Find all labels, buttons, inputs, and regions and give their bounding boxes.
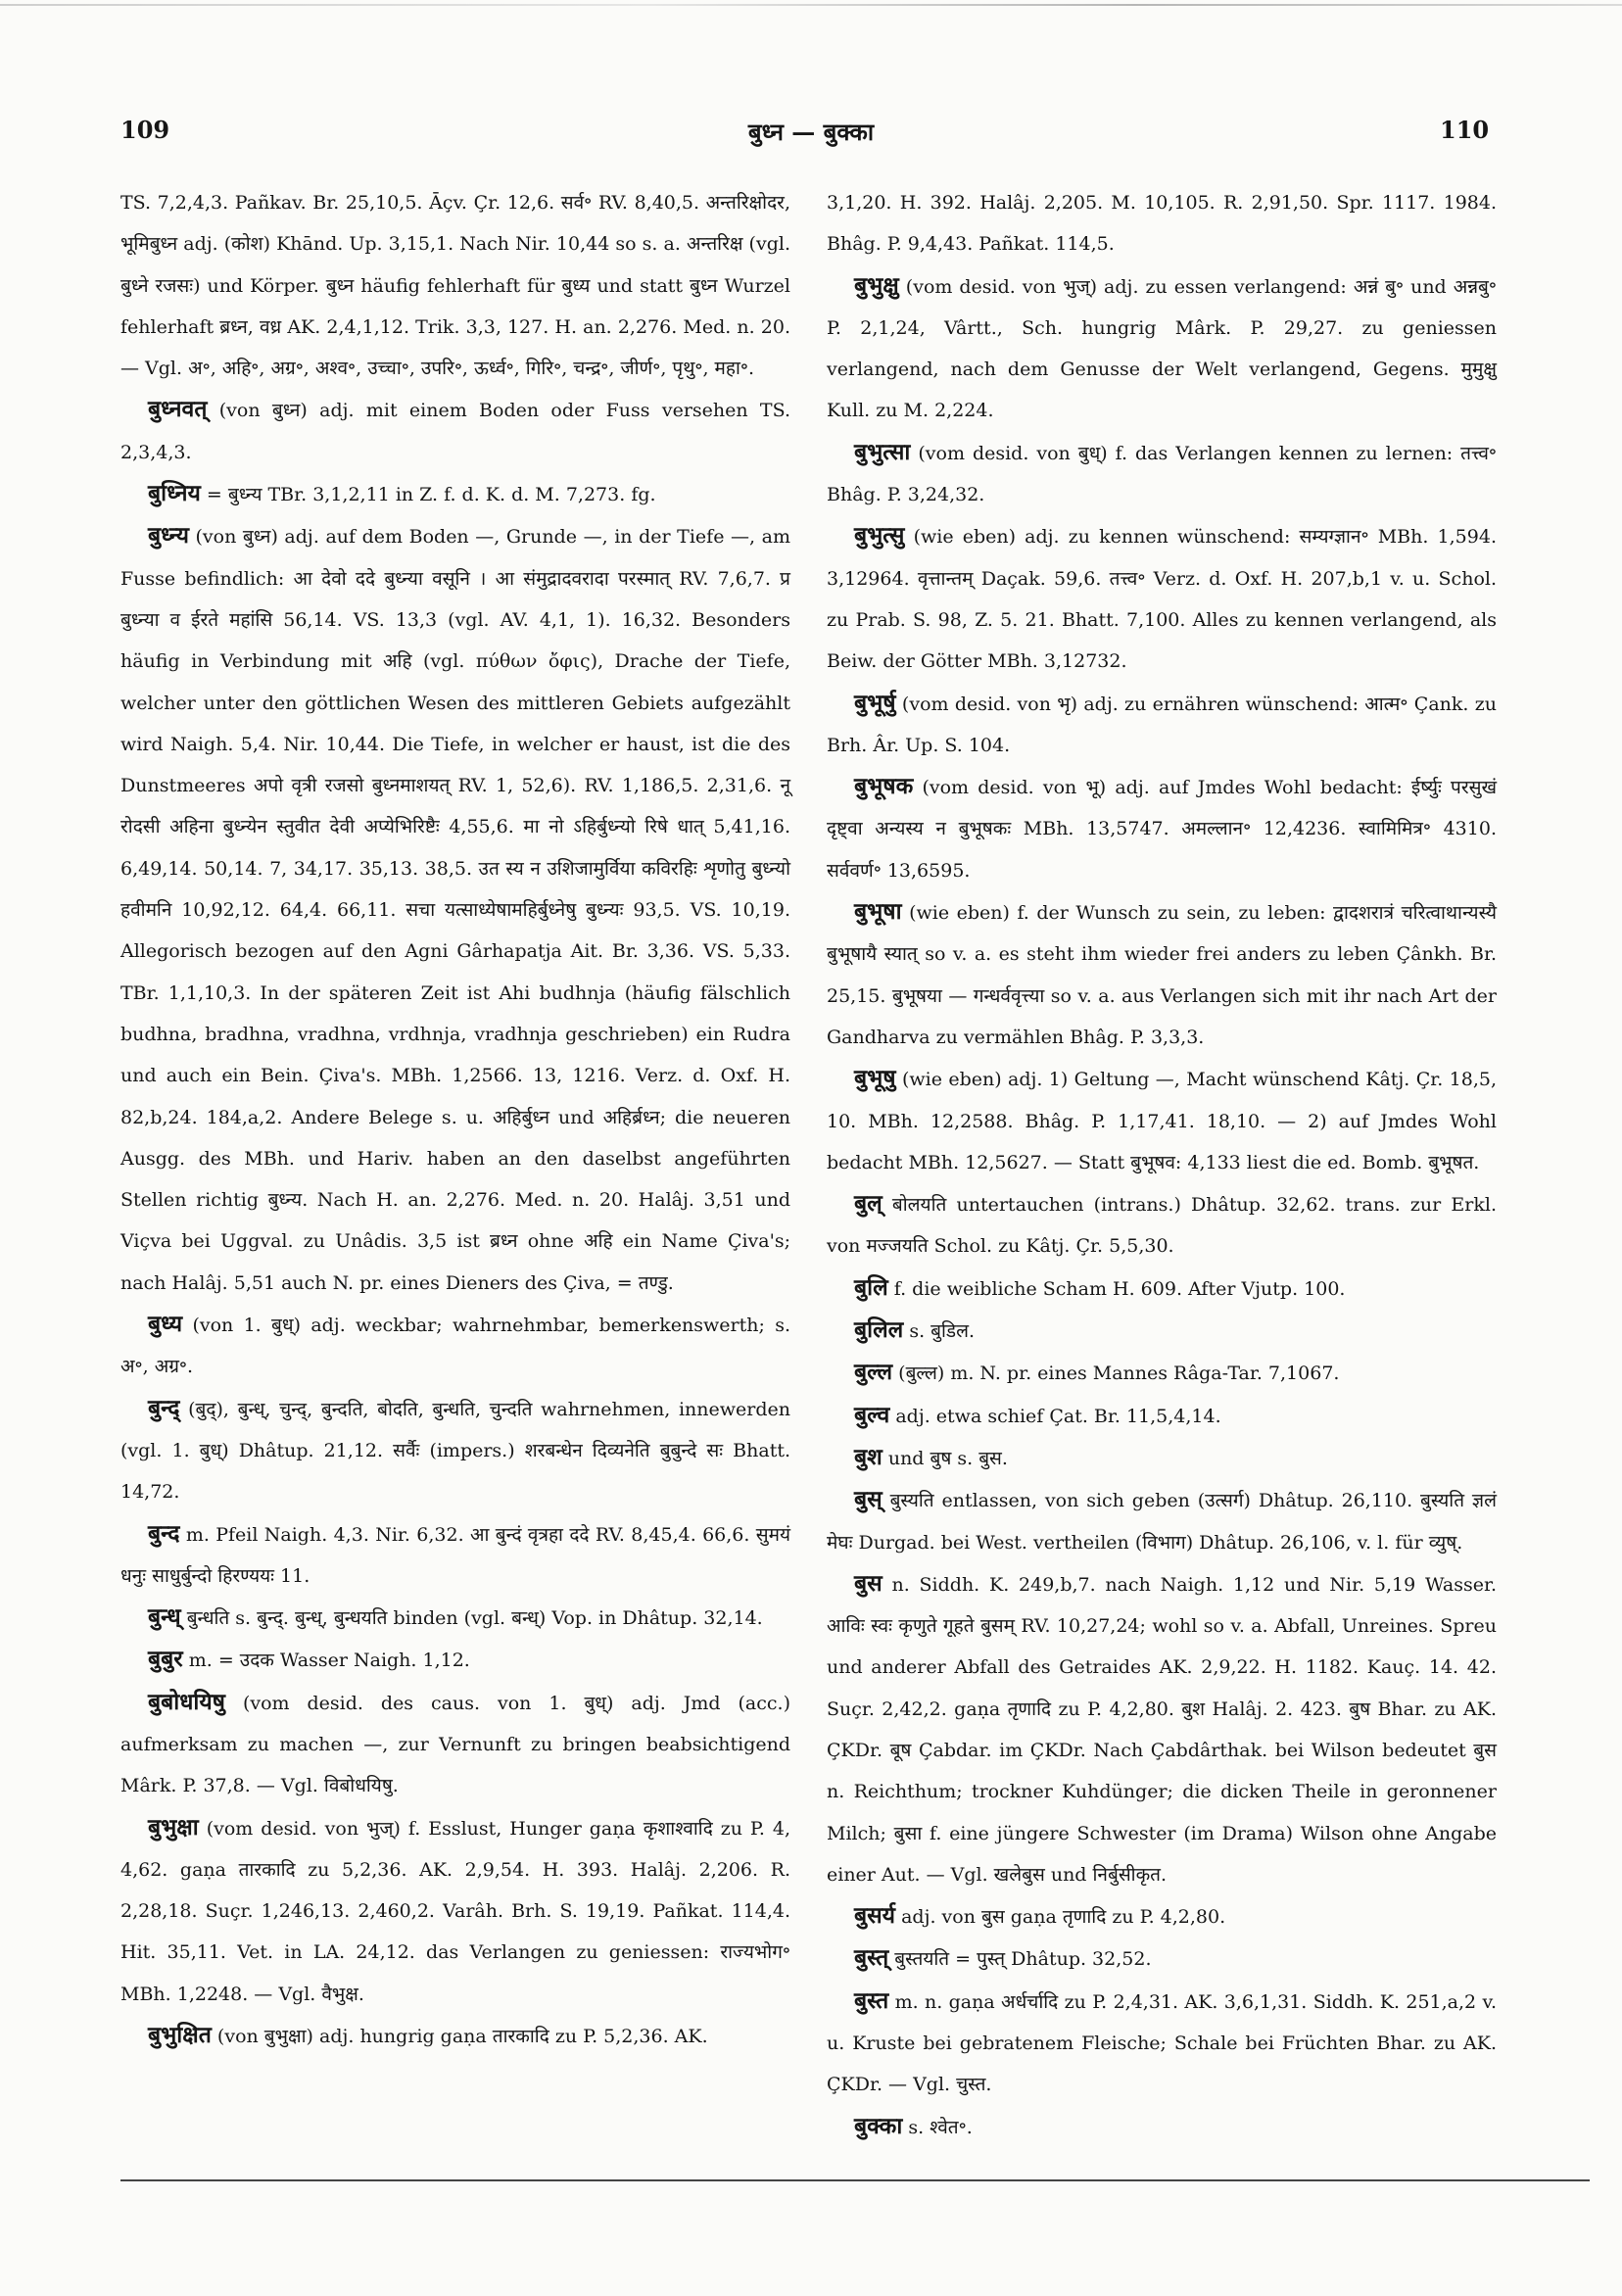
dictionary-entry bbox=[827, 1895, 1497, 1937]
entry-text: (vom desid. von भृ) adj. zu ernähren wünschend: आत्म॰ Çank. zu Brh. Âr. Up. S. 104. bbox=[827, 693, 1498, 756]
entry-text: (wie eben) adj. 1) Geltung —, Macht wünschend Kâtj. Çr. 18,5, 10. MBh. 12,2588. Bhâg. P. 1,17,41. 18,10. — 2) auf Jmdes Wohl bedacht MBh. 12,5627. — Statt बुभूषव: 4,133 liest die ed. Bomb. बुभूषत. bbox=[827, 1069, 1497, 1173]
dictionary-entry bbox=[120, 389, 790, 473]
dictionary-entry bbox=[827, 2106, 1497, 2148]
entry-text: m. n. gaṇa अर्धर्चादि zu P. 2,4,31. AK. 3,6,1,31. Siddh. K. 251,a,2 v. u. Kruste bei gebratenem Fleische; Schale bei Früchten Bhar. zu AK. ÇKDr. — Vgl. चुस्त. bbox=[827, 1990, 1498, 2096]
entry-lemma: बुन्द bbox=[148, 1519, 180, 1547]
entry-text: बुस्यति entlassen, von sich geben (उत्सर्ग) Dhâtup. 26,110. बुस्यति ज्ञलं मेघः Durgad. bei West. vertheilen (विभाग) Dhâtup. 26,106, v. l. für व्युष्. bbox=[827, 1490, 1497, 1554]
footer-rule bbox=[120, 2179, 1590, 2181]
entry-lemma: बुबोधयिषु bbox=[148, 1688, 225, 1715]
dictionary-entry bbox=[827, 1352, 1497, 1394]
entry-text: (von बुभुक्षा) adj. hungrig gaṇa तारकादि zu P. 5,2,36. AK. bbox=[216, 2026, 708, 2048]
entry-text: (von 1. बुध्) adj. weckbar; wahrnehmbar, bemerkenswerth; s. अ॰, अग्र॰. bbox=[120, 1315, 790, 1378]
entry-text: adj. von बुस gaṇa तृणादि zu P. 4,2,80. bbox=[901, 1906, 1226, 1929]
entry-lemma: बुभूषा bbox=[854, 898, 902, 926]
entry-text: बोलयति untertauchen (intrans.) Dhâtup. 32,62. trans. zur Erkl. von मज्जयति Schol. zu Kâtj. Çr. 5,5,30. bbox=[827, 1194, 1497, 1258]
entry-lemma: बुसर्य bbox=[854, 1902, 896, 1930]
dictionary-entry bbox=[827, 1563, 1497, 1895]
dictionary-entry bbox=[827, 1395, 1497, 1437]
entry-lemma: बुलिल bbox=[854, 1316, 904, 1344]
entry-text: बुस्तयति = पुस्त् Dhâtup. 32,52. bbox=[894, 1948, 1152, 1971]
entry-lemma: बुक्का bbox=[854, 2112, 903, 2139]
entry-lemma: बुध्नवत् bbox=[148, 396, 208, 423]
entry-text: s. श्वेत॰. bbox=[908, 2116, 973, 2138]
dictionary-entry bbox=[120, 1597, 790, 1639]
dictionary-entry bbox=[120, 2015, 790, 2057]
running-head: बुध्न — बुक्का bbox=[747, 118, 875, 146]
left-column bbox=[120, 182, 790, 2057]
dictionary-entry bbox=[827, 1437, 1497, 1479]
entry-text: (बुल्ल) m. N. pr. eines Mannes Râga-Tar. 7,1067. bbox=[898, 1363, 1340, 1385]
dictionary-entry bbox=[120, 1513, 790, 1598]
entry-lemma: बुभूर्षु bbox=[854, 689, 896, 716]
dictionary-entry bbox=[827, 432, 1497, 516]
entry-lemma: बुस bbox=[854, 1569, 883, 1597]
entry-lemma: बुस्त् bbox=[854, 1944, 889, 1972]
entry-lemma: बुश bbox=[854, 1443, 883, 1470]
entry-lemma: बुभुक्षा bbox=[148, 1813, 199, 1841]
entry-text: (vom desid. von भू) adj. auf Jmdes Wohl bedacht: ईर्ष्युः परसुखं दृष्ट्वा अन्यस्य न बुभूषकः MBh. 13,5747. अमल्लान॰ 12,4236. स्वामिमित्र॰ 4310. सर्ववर्ण॰ 13,6595. bbox=[827, 777, 1497, 882]
entry-lemma: बुस् bbox=[854, 1486, 883, 1513]
dictionary-entry bbox=[120, 1807, 790, 2015]
dictionary-entry bbox=[120, 1639, 790, 1681]
entry-lemma: बुलि bbox=[854, 1273, 888, 1301]
entry-text: und बुष s. बुस. bbox=[887, 1447, 1008, 1469]
dictionary-entry bbox=[827, 1479, 1497, 1563]
entry-text: (vom desid. von भुज्) f. Esslust, Hunger gaṇa कृशाश्वादि zu P. 4, 4,62. gaṇa तारकादि zu 5,2,36. AK. 2,9,54. H. 393. Halâj. 2,206. R. 2,28,18. Suçr. 1,246,13. 2,460,2. Varâh. Brh. S. 19,19. Pañkat. 114,4. Hit. 35,11. Vet. in LA. 24,12. das Verlangen zu geniessen: राज्यभोग॰ MBh. 1,2248. — Vgl. वैभुक्ष. bbox=[120, 1817, 790, 2005]
dictionary-entry bbox=[827, 1981, 1497, 2106]
entry-text: m. Pfeil Naigh. 4,3. Nir. 6,32. आ बुन्दं वृत्रहा ददे RV. 8,45,4. 66,6. सुमयं धनुः साधुर्बुन्दो हिरण्ययः 11. bbox=[120, 1523, 790, 1587]
entry-text: = बुध्न्य TBr. 3,1,2,11 in Z. f. d. K. d. M. 7,273. fg. bbox=[206, 484, 656, 506]
dictionary-entry bbox=[827, 515, 1497, 682]
page-number-left: 109 bbox=[120, 116, 170, 144]
entry-text: m. = उदक Wasser Naigh. 1,12. bbox=[188, 1650, 470, 1672]
entry-lemma: बुस्त bbox=[854, 1986, 889, 2014]
entry-lemma: बुल् bbox=[854, 1190, 883, 1218]
dictionary-entry bbox=[120, 473, 790, 515]
dictionary-entry bbox=[120, 1682, 790, 1807]
entry-text: बुन्धति s. बुन्द्. बुन्ध्, बुन्धयति binden (vgl. बन्ध्) Vop. in Dhâtup. 32,14. bbox=[186, 1607, 763, 1630]
dictionary-entry bbox=[827, 1310, 1497, 1352]
entry-text: TS. 7,2,4,3. Pañkav. Br. 25,10,5. Āçv. Çr. 12,6. सर्व॰ RV. 8,40,5. अन्तरिक्षोदर, भूमिबुध्न adj. (कोश) Khānd. Up. 3,15,1. Nach Nir. 10,44 so s. a. अन्तरिक्ष (vgl. बुध्ने रजसः) und Körper. बुध्न häufig fehlerhaft für बुध्य und statt बुध्न Wurzel fehlerhaft ब्रध्न, वध्र AK. 2,4,1,12. Trik. 3,3, 127. H. an. 2,276. Med. n. 20. — Vgl. अ॰, अहि॰, अग्र॰, अश्व॰, उच्चा॰, उपरि॰, ऊर्ध्व॰, गिरि॰, चन्द्र॰, जीर्ण॰, पृथु॰, महा॰. bbox=[120, 192, 790, 380]
dictionary-entry bbox=[827, 182, 1497, 265]
entry-lemma: बुन्ध् bbox=[148, 1603, 181, 1631]
entry-text: (von बुध्न) adj. mit einem Boden oder Fuss versehen TS. 2,3,4,3. bbox=[120, 400, 790, 463]
dictionary-entry bbox=[827, 891, 1497, 1058]
entry-lemma: बुध्निय bbox=[148, 480, 201, 507]
top-edge-rule bbox=[0, 4, 1622, 6]
entry-text: (vom desid. des caus. von 1. बुध्) adj. Jmd (acc.) aufmerksam zu machen —, zur Vernunft zu bringen beabsichtigend Mârk. P. 37,8. — Vgl. विबोधयिषु. bbox=[120, 1692, 790, 1797]
dictionary-entry bbox=[827, 1183, 1497, 1268]
page-number-right: 110 bbox=[1440, 116, 1490, 144]
entry-text: (vom desid. von बुध्) f. das Verlangen kennen zu lernen: तत्त्व॰ Bhâg. P. 3,24,32. bbox=[827, 442, 1497, 506]
dictionary-entry bbox=[120, 1388, 790, 1513]
entry-lemma: बुभूषक bbox=[854, 773, 914, 800]
entry-lemma: बुध्य bbox=[148, 1311, 183, 1338]
entry-text: f. die weibliche Scham H. 609. After Vjutp. 100. bbox=[893, 1277, 1346, 1300]
entry-text: (wie eben) f. der Wunsch zu sein, zu leben: द्वादशरात्रं चरित्वाथान्यस्यै बुभूषायै स्यात् so v. a. es steht ihm wieder frei anders zu leben Çânkh. Br. 25,15. बुभूषया — गन्धर्ववृत्त्या so v. a. aus Verlangen sich mit ihr nach Art der Gandharva zu vermählen Bhâg. P. 3,3,3. bbox=[827, 902, 1497, 1048]
entry-lemma: बुबुर bbox=[148, 1646, 183, 1673]
entry-lemma: बुभुत्सा bbox=[854, 438, 911, 465]
dictionary-entry bbox=[827, 766, 1497, 891]
entry-text: n. Siddh. K. 249,b,7. nach Naigh. 1,12 und Nir. 5,19 Wasser. आविः स्वः कृणुते गूहते बुसम् RV. 10,27,24; wohl so v. a. Abfall, Unreines. Spreu und anderer Abfall des Getraides AK. 2,9,22. H. 1182. Kauç. 14. 42. Suçr. 2,42,2. gaṇa तृणादि zu P. 4,2,80. बुश Halâj. 2. 423. बुष Bhar. zu AK. ÇKDr. बूष Çabdar. im ÇKDr. Nach Çabdârthak. bei Wilson bedeutet बुस n. Reichthum; trockner Kuhdünger; die dicken Theile in geronnener Milch; बुसा f. eine jüngere Schwester (im Drama) Wilson ohne Angabe einer Aut. — Vgl. खलेबुस und निर्बुसीकृत. bbox=[827, 1573, 1497, 1886]
entry-lemma: बुभूषु bbox=[854, 1065, 896, 1092]
dictionary-entry bbox=[827, 1058, 1497, 1183]
dictionary-entry bbox=[827, 265, 1497, 432]
entry-lemma: बुभुत्सु bbox=[854, 522, 905, 550]
entry-text: (von बुध्न) adj. auf dem Boden —, Grunde —, in der Tiefe —, am Fusse befindlich: आ देवो ददे बुध्न्या वसूनि । आ संमुद्रादवरादा परस्मात् RV. 7,6,7. प्र बुध्न्या व ईरते महांसि 56,14. VS. 13,3 (vgl. AV. 4,1, 1). 16,32. Besonders häufig in Verbindung mit अहि (vgl. πύθων ὄφις), Drache der Tiefe, welcher unter den göttlichen Wesen des mittleren Gebiets aufgezählt wird Naigh. 5,4. Nir. 10,44. Die Tiefe, in welcher er haust, ist die des Dunstmeeres अपो वृत्री रजसो बुध्नमाशयत् RV. 1, 52,6). RV. 1,186,5. 2,31,6. नू रोदसी अहिना बुध्न्येन स्तुवीत देवी अप्येभिरिष्टैः 4,55,6. मा नो ऽहिर्बुध्न्यो रिषे धात् 5,41,16. 6,49,14. 50,14. 7, 34,17. 35,13. 38,5. उत स्य न उशिजामुर्विया कविरहिः शृणोतु बुध्न्यो हवीमनि 10,92,12. 64,4. 66,11. सचा यत्साध्येषामहिर्बुध्नेषु बुध्न्यः 93,5. VS. 10,19. Allegorisch bezogen auf den Agni Gârhapatja Ait. Br. 3,36. VS. 5,33. TBr. 1,1,10,3. In der späteren Zeit ist Ahi budhnja (häufig fälschlich budhna, bradhna, vradhna, vrdhnja, vradhnja geschrieben) ein Rudra und auch ein Bein. Çiva's. MBh. 1,2566. 13, 1216. Verz. d. Oxf. H. 82,b,24. 184,a,2. Andere Belege s. u. अहिर्बुध्न und अहिर्ब्रध्न; die neueren Ausgg. des MBh. und Hariv. haben an den daselbst angeführten Stellen richtig बुध्न्य. Nach H. an. 2,276. Med. n. 20. Halâj. 3,51 und Viçva bei Uggval. zu Unâdis. 3,5 ist ब्रध्न ohne अहि ein Name Çiva's; nach Halâj. 5,51 auch N. pr. eines Dieners des Çiva, = तण्डु. bbox=[120, 526, 791, 1294]
entry-lemma: बुभुक्षित bbox=[148, 2022, 212, 2049]
entry-lemma: बुल्व bbox=[854, 1401, 890, 1428]
entry-text: (बुद्), बुन्ध्, चुन्द्, बुन्दति, बोदति, बुन्धति, चुन्दति wahrnehmen, innewerden (vgl. 1. बुध्) Dhâtup. 21,12. सर्वैः (impers.) शरबन्धेन दिव्यनेति बुबुन्दे सः Bhatt. 14,72. bbox=[120, 1398, 790, 1504]
entry-text: adj. etwa schief Çat. Br. 11,5,4,14. bbox=[895, 1405, 1221, 1427]
dictionary-entry bbox=[827, 683, 1497, 767]
entry-text: (wie eben) adj. zu kennen wünschend: सम्यग्ज्ञान॰ MBh. 1,594. 3,12964. वृत्तान्तम् Daçak. 59,6. तत्त्व॰ Verz. d. Oxf. H. 207,b,1 v. u. Schol. zu Prab. S. 98, Z. 5. 21. Bhatt. 7,100. Alles zu kennen verlangend, als Beiw. der Götter MBh. 3,12732. bbox=[827, 526, 1497, 673]
entry-lemma: बुध्न्य bbox=[148, 522, 189, 550]
right-column bbox=[827, 182, 1497, 2148]
entry-lemma: बुन्द् bbox=[148, 1394, 180, 1421]
entry-lemma: बुभुक्षु bbox=[854, 271, 899, 299]
entry-text: (vom desid. von भुज्) adj. zu essen verlangend: अन्नं बु॰ und अन्नबु॰ P. 2,1,24, Vârtt., Sch. hungrig Mârk. P. 29,27. zu geniessen verlangend, nach dem Genusse der Welt verlangend, Gegens. मुमुक्षु Kull. zu M. 2,224. bbox=[827, 275, 1497, 422]
dictionary-entry bbox=[120, 515, 790, 1304]
dictionary-entry bbox=[120, 1304, 790, 1388]
entry-text: s. बुडिल. bbox=[909, 1320, 976, 1343]
entry-lemma: बुल्ल bbox=[854, 1359, 893, 1386]
dictionary-entry bbox=[827, 1268, 1497, 1310]
dictionary-entry bbox=[827, 1937, 1497, 1980]
dictionary-entry bbox=[120, 182, 790, 389]
entry-text: 3,1,20. H. 392. Halâj. 2,205. M. 10,105. R. 2,91,50. Spr. 1117. 1984. Bhâg. P. 9,4,43. Pañkat. 114,5. bbox=[827, 192, 1497, 256]
